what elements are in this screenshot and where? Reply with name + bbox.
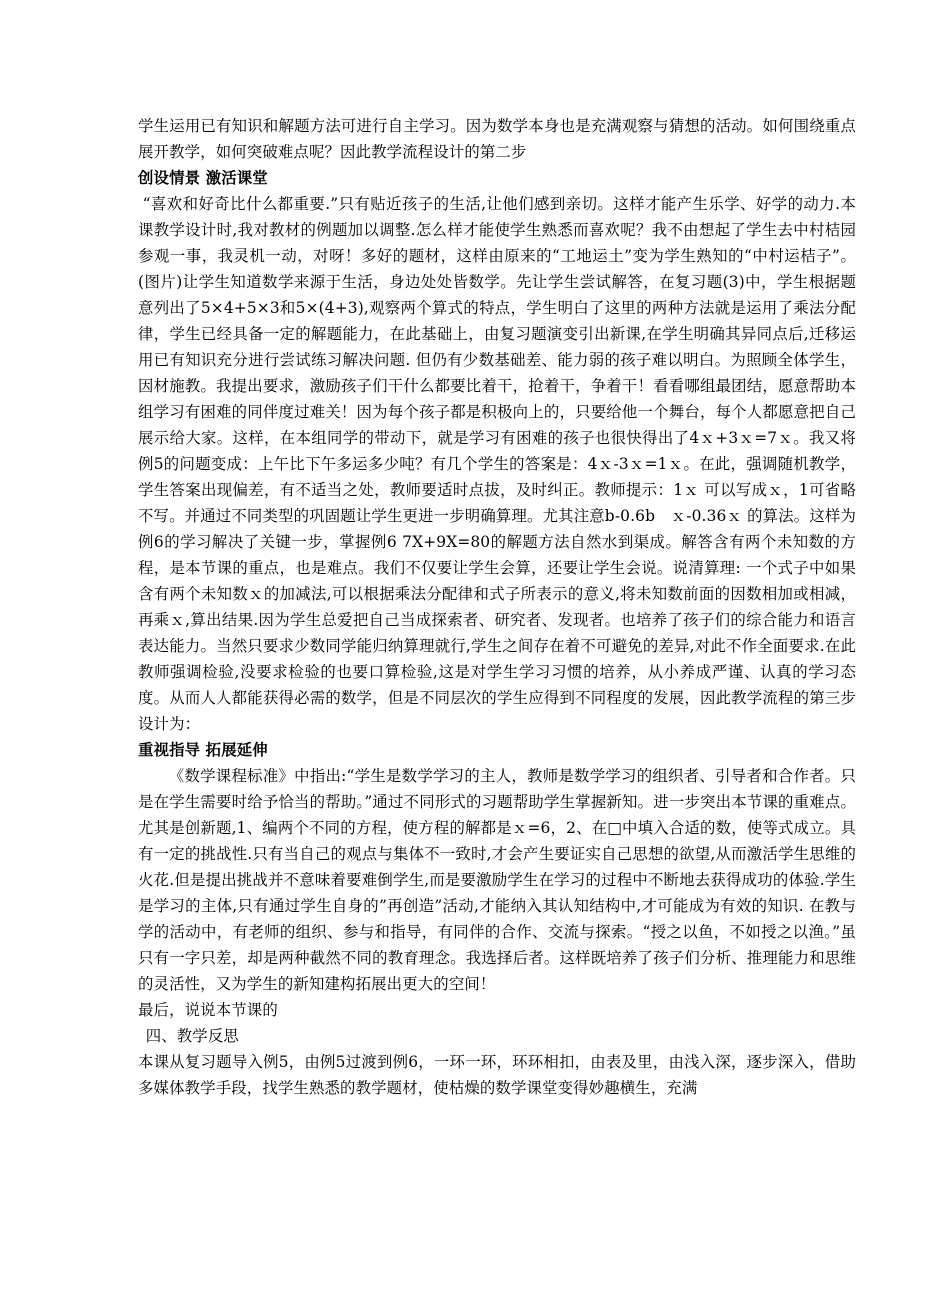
section-title-reflection: 四、教学反思 bbox=[145, 1027, 239, 1045]
step-2-paragraph: “喜欢和好奇比什么都重要.”只有贴近孩子的生活,让他们感到亲切。这样才能产生乐学、好学的动力.本课教学设计时,我对教材的例题加以调整.怎么样才能使学生熟悉而喜欢呢？我不由想起了学生去中村桔园参观一事，我灵机一动，对呀！多好的题材，这样由原来的“工地运土”变为学生熟知的“中村运桔子”。(图片)让学生知道数学来源于生活，身边处处皆数学。先让学生尝试解答，在复习题(3)中，学生根据题意列出了5×4+5×3和5×(4+3),观察两个算式的特点，学生明白了这里的两种方法就是运用了乘法分配律，学生已经具备一定的解题能力，在此基础上，由复习题演变引出新课,在学生明确其异同点后,迁移运用已有知识充分进行尝试练习解决问题. 但仍有少数基础差、能力弱的孩子难以明白。为照顾全体学生，因材施教。我提出要求，激励孩子们干什么都要比着干，抢着干，争着干！看看哪组最团结，愿意帮助本组学习有困难的同伴度过难关！因为每个孩子都是积极向上的，只要给他一个舞台，每个人都愿意把自己展示给大家。这样，在本组同学的带动下，就是学习有困难的孩子也很快得出了4ｘ+3ｘ=7ｘ。我又将例5的问题变成：上午比下午多运多少吨？有几个学生的答案是：4ｘ-3ｘ=1ｘ。在此，强调随机教学，学生答案出现偏差，有不适当之处，教师要适时点拔，及时纠正。教师提示：1ｘ 可以写成ｘ，1可省略不写。并通过不同类型的巩固题让学生更进一步明确算理。尤其注意b-0.6b ｘ-0.36ｘ 的算法。这样为例6的学习解决了关键一步，掌握例6 7X+9X=80的解题方法自然水到渠成。解答含有两个未知数的方程，是本节课的重点，也是难点。我们不仅要让学生会算，还要让学生会说。说清算理: 一个式子中如果含有两个未知数ｘ的加减法,可以根据乘法分配律和式子所表示的意义,将未知数前面的因数相加或相减，再乘ｘ,算出结果.因为学生总爱把自己当成探索者、研究者、发现者。也培养了孩子们的综合能力和语言表达能力。当然只要求少数同学能归纳算理就行,学生之间存在着不可避免的差异,对此不作全面要求.在此教师强调检验,没要求检验的也要口算检验,这是对学生学习习惯的培养，从小养成严谨、认真的学习态度。从而人人都能获得必需的数学，但是不同层次的学生应得到不同程度的发展，因此教学流程的第三步设计为： bbox=[138, 195, 856, 733]
document-body bbox=[138, 113, 856, 1101]
closing-line: 最后，说说本节课的 bbox=[138, 1001, 278, 1019]
section-heading-step-3: 重视指导 拓展延伸 bbox=[138, 741, 268, 759]
reflection-paragraph: 本课从复习题导入例5，由例5过渡到例6，一环一环，环环相扣，由表及里，由浅入深，逐步深入，借助多媒体教学手段，找学生熟悉的教学题材，使枯燥的数学课堂变得妙趣横生，充满 bbox=[138, 1053, 856, 1097]
intro-paragraph: 学生运用已有知识和解题方法可进行自主学习。因为数学本身也是充满观察与猜想的活动。如何围绕重点展开教学，如何突破难点呢？因此教学流程设计的第二步 bbox=[138, 117, 856, 161]
step-3-paragraph: 《数学课程标准》中指出:“学生是数学学习的主人，教师是数学学习的组织者、引导者和合作者。只是在学生需要时给予恰当的帮助。”通过不同形式的习题帮助学生掌握新知。进一步突出本节课的重难点。尤其是创新题,1、编两个不同的方程，使方程的解都是ｘ=6，2、在□中填入合适的数，使等式成立。具有一定的挑战性.只有当自己的观点与集体不一致时,才会产生要证实自己思想的欲望,从而激活学生思维的火花.但是提出挑战并不意味着要难倒学生,而是要激励学生在学习的过程中不断地去获得成功的体验.学生是学习的主体,只有通过学生自身的”再创造”活动,才能纳入其认知结构中,才可能成为有效的知识. 在教与学的活动中，有老师的组织、参与和指导，有同伴的合作、交流与探索。“授之以鱼，不如授之以渔。”虽只有一字只差，却是两种截然不同的教育理念。我选择后者。这样既培养了孩子们分析、推理能力和思维的灵活性，又为学生的新知建构拓展出更大的空间！ bbox=[138, 767, 856, 993]
section-heading-step-2: 创设情景 激活课堂 bbox=[138, 169, 268, 187]
